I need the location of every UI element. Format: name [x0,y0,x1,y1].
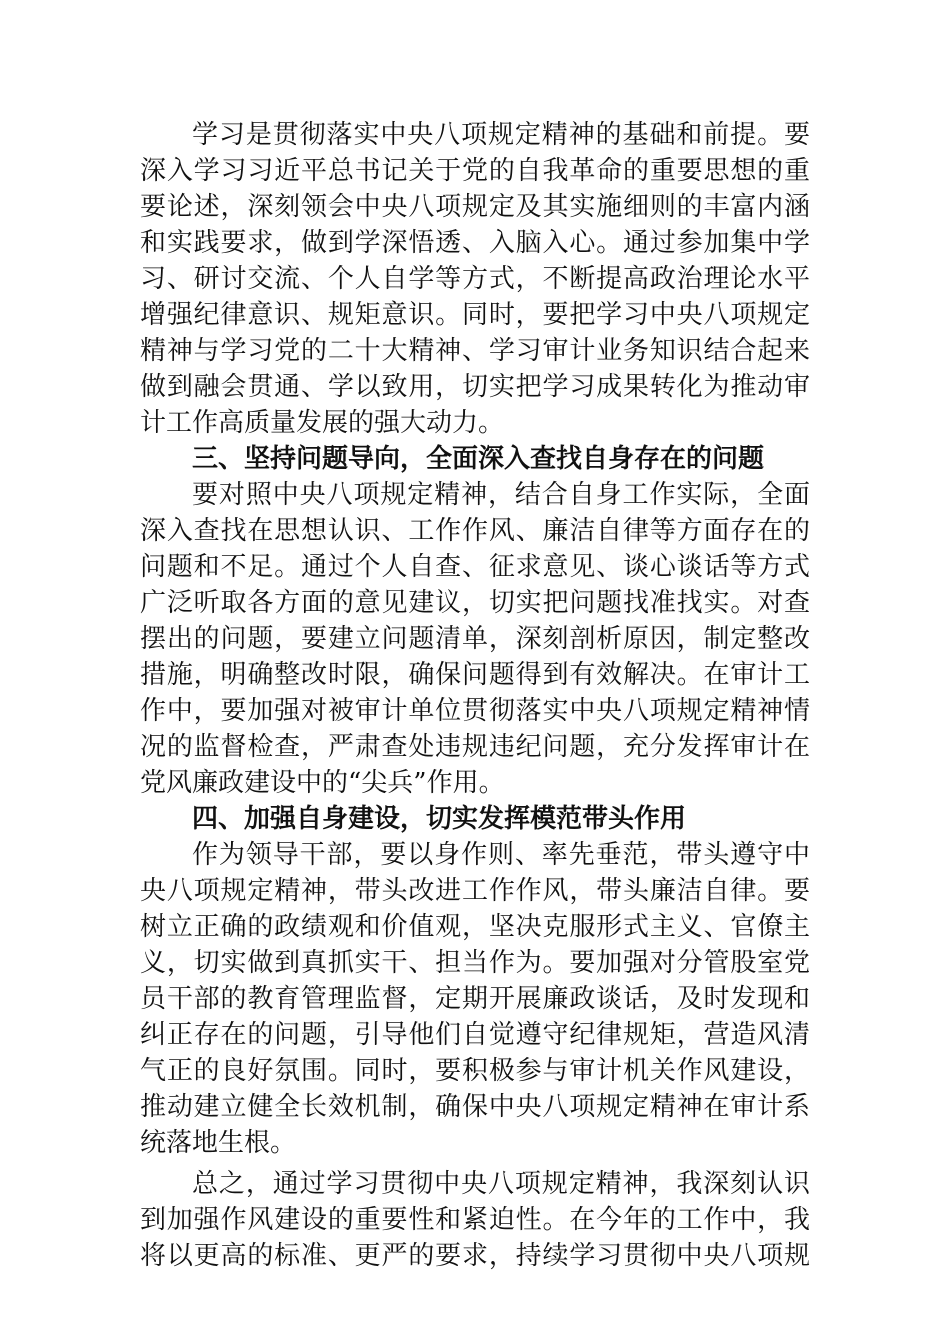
paragraph-line: 纠正存在的问题，引导他们自觉遵守纪律规矩，营造风清 [140,1020,810,1050]
paragraph-line: 树立正确的政绩观和价值观，坚决克服形式主义、官僚主 [140,912,810,942]
paragraph-line: 深入学习习近平总书记关于党的自我革命的重要思想的重 [140,156,810,186]
section-heading: 四、加强自身建设，切实发挥模范带头作用 [192,804,687,834]
paragraph-line: 况的监督检查，严肃查处违规违纪问题，充分发挥审计在 [140,732,810,762]
paragraph-line: 摆出的问题，要建立问题清单，深刻剖析原因，制定整改 [140,624,810,654]
section-heading: 三、坚持问题导向，全面深入查找自身存在的问题 [192,444,765,474]
paragraph-line: 义，切实做到真抓实干、担当作为。要加强对分管股室党 [140,948,810,978]
paragraph-line: 增强纪律意识、规矩意识。同时，要把学习中央八项规定 [140,300,810,330]
paragraph-line: 要对照中央八项规定精神，结合自身工作实际，全面 [192,480,810,510]
paragraph-line: 气正的良好氛围。同时，要积极参与审计机关作风建设， [140,1056,810,1086]
paragraph-line: 作中，要加强对被审计单位贯彻落实中央八项规定精神情 [140,696,810,726]
paragraph-line: 央八项规定精神，带头改进工作作风，带头廉洁自律。要 [140,876,810,906]
paragraph-line: 深入查找在思想认识、工作作风、廉洁自律等方面存在的 [140,516,810,546]
paragraph-line: 将以更高的标准、更严的要求，持续学习贯彻中央八项规 [140,1241,810,1271]
paragraph-line: 计工作高质量发展的强大动力。 [140,408,505,438]
paragraph-line: 党风廉政建设中的“尖兵”作用。 [140,768,505,798]
paragraph-line: 学习是贯彻落实中央八项规定精神的基础和前提。要 [192,120,810,150]
paragraph-line: 统落地生根。 [140,1128,297,1158]
paragraph-line: 措施，明确整改时限，确保问题得到有效解决。在审计工 [140,660,810,690]
paragraph-line: 做到融会贯通、学以致用，切实把学习成果转化为推动审 [140,372,810,402]
paragraph-line: 员干部的教育管理监督，定期开展廉政谈话，及时发现和 [140,984,810,1014]
paragraph-line: 广泛听取各方面的意见建议，切实把问题找准找实。对查 [140,588,810,618]
paragraph-line: 总之，通过学习贯彻中央八项规定精神，我深刻认识 [192,1169,810,1199]
paragraph-line: 精神与学习党的二十大精神、学习审计业务知识结合起来 [140,336,810,366]
paragraph-line: 推动建立健全长效机制，确保中央八项规定精神在审计系 [140,1092,810,1122]
paragraph-line: 作为领导干部，要以身作则、率先垂范，带头遵守中 [192,840,810,870]
paragraph-line: 要论述，深刻领会中央八项规定及其实施细则的丰富内涵 [140,192,810,222]
paragraph-line: 到加强作风建设的重要性和紧迫性。在今年的工作中，我 [140,1205,810,1235]
paragraph-line: 问题和不足。通过个人自查、征求意见、谈心谈话等方式 [140,552,810,582]
paragraph-line: 和实践要求，做到学深悟透、入脑入心。通过参加集中学 [140,228,810,258]
paragraph-line: 习、研讨交流、个人自学等方式，不断提高政治理论水平 [140,264,810,294]
